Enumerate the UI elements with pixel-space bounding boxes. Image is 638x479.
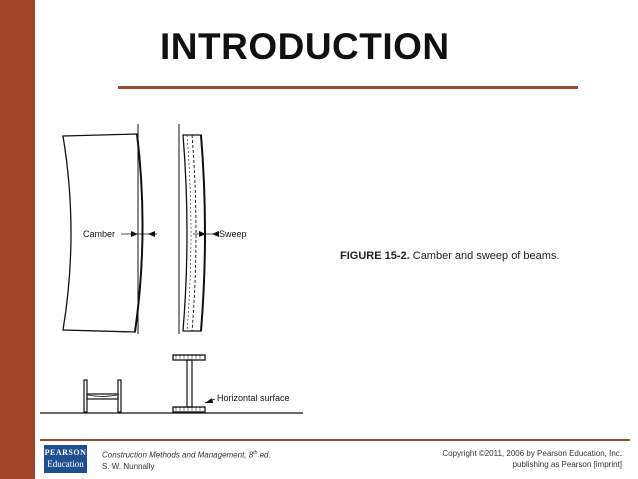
camber-sweep-figure — [35, 118, 325, 428]
horizontal-surface-pointer — [205, 398, 215, 403]
camber-label: Camber — [83, 229, 116, 239]
left-sidebar-bar — [0, 0, 35, 479]
footer-copyright — [442, 448, 622, 470]
wide-flange-beam-upright — [173, 355, 205, 412]
slide-title: INTRODUCTION — [160, 26, 450, 67]
footer-book-title: Construction Methods and Management, 8th ed. — [102, 450, 271, 460]
horizontal-surface-label: Horizontal surface — [217, 393, 290, 403]
figure-number: FIGURE 15-2. — [340, 250, 410, 262]
footer-divider — [40, 439, 630, 441]
figure-caption — [340, 250, 560, 262]
sweep-beam — [179, 124, 205, 334]
pearson-education-logo — [44, 445, 87, 473]
copyright-line: Copyright ©2011, 2006 by Pearson Education, Inc. — [442, 449, 622, 458]
footer-author: S. W. Nunnally — [102, 461, 155, 471]
wide-flange-beam-on-side — [84, 380, 121, 412]
figure-caption-text: Camber and sweep of beams. — [412, 250, 560, 262]
sweep-label: Sweep — [219, 229, 247, 239]
title-underline — [118, 86, 578, 89]
logo-line-education: Education — [47, 459, 84, 469]
sweep-dimension — [193, 231, 219, 237]
camber-dimension — [121, 231, 157, 237]
footer-citation — [102, 448, 271, 472]
edition-superscript: th — [253, 450, 258, 456]
publisher-line: publishing as Pearson [imprint] — [512, 460, 622, 469]
logo-line-pearson: PEARSON — [44, 448, 87, 457]
